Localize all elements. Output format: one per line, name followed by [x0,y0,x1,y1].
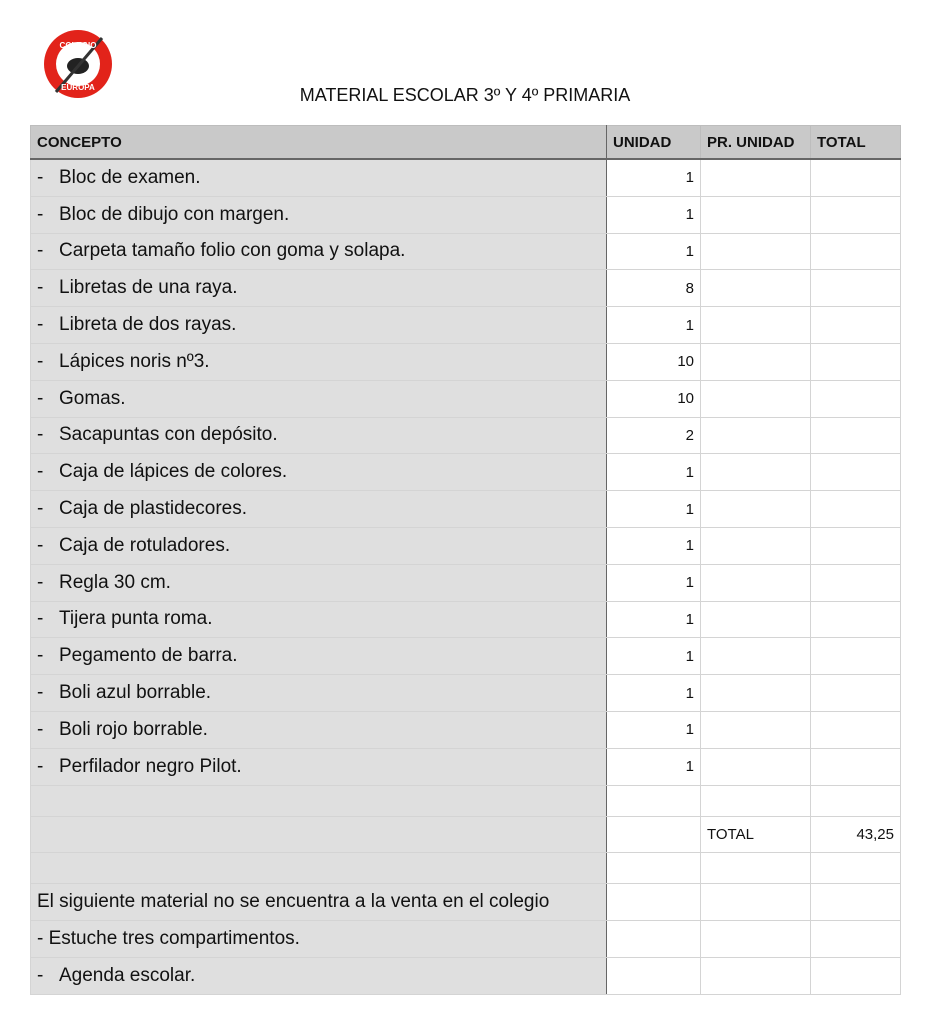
item-name: Boli azul borrable. [59,682,212,704]
price-cell [701,564,811,601]
item-dash: - [37,608,44,630]
price-cell [701,454,811,491]
materials-table [30,125,901,995]
item-dash: - [37,645,44,667]
item-dash: - [37,314,44,336]
item-name: Caja de plastidecores. [59,498,247,520]
total-cell [811,564,901,601]
item-name: Caja de rotuladores. [59,534,231,556]
units-cell: 8 [607,270,701,307]
units-cell: 1 [607,601,701,638]
item-dash: - [37,350,44,372]
table-row [31,527,901,564]
total-cell [811,380,901,417]
total-row [31,816,901,853]
total-cell [811,417,901,454]
price-cell [701,785,811,816]
price-cell [701,884,811,921]
item-name: - Estuche tres compartimentos. [37,928,300,950]
table-row [31,921,901,958]
units-cell [607,785,701,816]
item-dash: - [37,424,44,446]
item-dash: - [37,718,44,740]
total-cell [811,748,901,785]
concept-cell [31,527,607,564]
concept-cell [31,454,607,491]
item-dash: - [37,387,44,409]
item-name: Bloc de dibujo con margen. [59,203,290,225]
table-row [31,957,901,994]
total-value: 43,25 [811,816,901,853]
total-cell [811,307,901,344]
units-cell: 1 [607,196,701,233]
concept-cell [31,196,607,233]
item-dash: - [37,166,44,188]
units-cell: 1 [607,527,701,564]
concept-cell [31,380,607,417]
header-total: TOTAL [811,126,901,160]
table-row [31,748,901,785]
price-cell [701,343,811,380]
concept-cell [31,307,607,344]
item-name: Gomas. [59,387,126,409]
price-cell [701,675,811,712]
units-cell [607,816,701,853]
units-cell: 1 [607,307,701,344]
price-cell [701,233,811,270]
table-row [31,270,901,307]
concept-cell [31,601,607,638]
logo-text-bottom: EUROPA [61,83,95,92]
price-cell [701,921,811,958]
note-row [31,884,901,921]
concept-cell [31,491,607,528]
concept-cell [31,233,607,270]
item-name: Pegamento de barra. [59,645,238,667]
note-text: El siguiente material no se encuentra a la venta en el colegio [31,884,607,921]
total-cell [811,921,901,958]
total-cell [811,601,901,638]
units-cell: 1 [607,748,701,785]
item-name: Sacapuntas con depósito. [59,424,278,446]
concept-cell [31,921,607,958]
units-cell: 1 [607,454,701,491]
units-cell: 1 [607,675,701,712]
header-concepto: CONCEPTO [31,126,607,160]
units-cell [607,957,701,994]
units-cell [607,853,701,884]
concept-cell [31,638,607,675]
total-cell [811,675,901,712]
table-row [31,417,901,454]
price-cell [701,638,811,675]
table-row [31,233,901,270]
item-name: Agenda escolar. [59,964,196,986]
item-name: Regla 30 cm. [59,571,171,593]
table-row [31,196,901,233]
item-dash: - [37,498,44,520]
table-row [31,638,901,675]
total-cell [811,527,901,564]
header-unidad: UNIDAD [607,126,701,160]
total-label: TOTAL [701,816,811,853]
price-cell [701,601,811,638]
price-cell [701,748,811,785]
item-name: Bloc de examen. [59,166,201,188]
table-row [31,564,901,601]
concept-cell [31,957,607,994]
document-title: MATERIAL ESCOLAR 3º Y 4º PRIMARIA [299,85,631,105]
item-name: Boli rojo borrable. [59,718,208,740]
units-cell: 10 [607,380,701,417]
item-dash: - [37,240,44,262]
price-cell [701,270,811,307]
total-cell [811,711,901,748]
item-name: Perfilador negro Pilot. [59,755,242,777]
total-cell [811,638,901,675]
concept-cell [31,853,607,884]
units-cell: 1 [607,159,701,196]
units-cell: 1 [607,491,701,528]
concept-cell [31,675,607,712]
header-pr-unidad: PR. UNIDAD [701,126,811,160]
header-row [31,126,901,160]
price-cell [701,417,811,454]
price-cell [701,307,811,344]
total-cell [811,785,901,816]
total-cell [811,196,901,233]
item-dash: - [37,534,44,556]
concept-cell [31,417,607,454]
units-cell: 2 [607,417,701,454]
total-cell [811,491,901,528]
items-body [31,159,901,785]
concept-cell [31,159,607,196]
total-cell [811,884,901,921]
units-cell: 1 [607,638,701,675]
item-dash: - [37,964,44,986]
units-cell [607,921,701,958]
total-cell [811,159,901,196]
spacer-row [31,853,901,884]
item-dash: - [37,461,44,483]
table-row [31,711,901,748]
table-row [31,491,901,528]
item-name: Caja de lápices de colores. [59,461,288,483]
concept-cell [31,270,607,307]
concept-cell [31,564,607,601]
total-cell [811,343,901,380]
item-name: Lápices noris nº3. [59,350,210,372]
table-row [31,159,901,196]
table-row [31,454,901,491]
item-dash: - [37,203,44,225]
item-dash: - [37,571,44,593]
total-cell [811,957,901,994]
summary-body [31,785,901,921]
logo-text-top: COLEGIO [59,41,97,50]
concept-cell [31,816,607,853]
price-cell [701,491,811,528]
price-cell [701,527,811,564]
total-cell [811,454,901,491]
table-row [31,343,901,380]
concept-cell [31,785,607,816]
price-cell [701,159,811,196]
units-cell: 1 [607,711,701,748]
concept-cell [31,748,607,785]
price-cell [701,711,811,748]
table-row [31,675,901,712]
extra-items-body [31,921,901,995]
units-cell: 1 [607,233,701,270]
item-name: Libretas de una raya. [59,277,238,299]
table-row [31,601,901,638]
price-cell [701,380,811,417]
table-row [31,380,901,417]
spacer-row [31,785,901,816]
total-cell [811,233,901,270]
price-cell [701,196,811,233]
item-name: Tijera punta roma. [59,608,213,630]
concept-cell [31,711,607,748]
item-dash: - [37,682,44,704]
item-name: Carpeta tamaño folio con goma y solapa. [59,240,406,262]
concept-cell [31,343,607,380]
units-cell [607,884,701,921]
item-name: Libreta de dos rayas. [59,314,237,336]
table-row [31,307,901,344]
item-dash: - [37,755,44,777]
total-cell [811,853,901,884]
units-cell: 10 [607,343,701,380]
item-dash: - [37,277,44,299]
units-cell: 1 [607,564,701,601]
price-cell [701,957,811,994]
total-cell [811,270,901,307]
price-cell [701,853,811,884]
